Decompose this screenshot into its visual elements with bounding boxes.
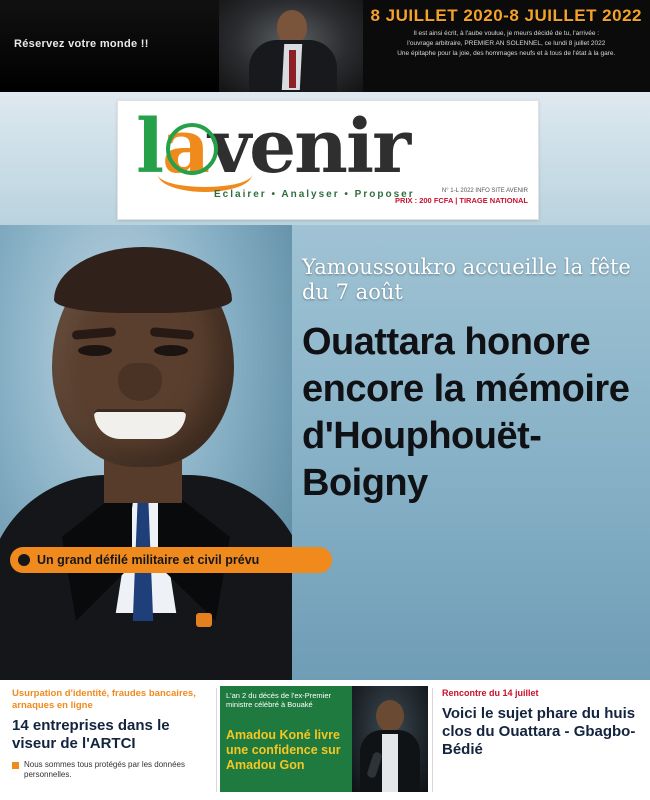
- bottom-story-2-card: [220, 686, 428, 792]
- lead-story-teaser-badge: [10, 547, 332, 573]
- bottom-story-3: [432, 680, 650, 800]
- bottom-story-3-kicker: Rencontre du 14 juillet: [442, 688, 539, 698]
- column-divider: [216, 688, 217, 792]
- bottom-story-2-kicker: L'an 2 du décès de l'ex-Premier ministre célébré à Bouaké: [226, 691, 332, 709]
- bottom-story-2-title: Amadou Koné livre une confidence sur Amadou Gon: [226, 728, 341, 772]
- bottom-story-1-title: 14 entreprises dans le viseur de l'ARTCI: [12, 717, 170, 752]
- logo-letter-l: l: [136, 104, 163, 190]
- photo-head-shape: [277, 10, 307, 44]
- lead-story-portrait: [0, 225, 292, 680]
- anniversary-title: 8 JUILLET 2020-8 JUILLET 2022: [370, 6, 642, 25]
- headline-line: d'Houphouët-Boigny: [302, 415, 542, 504]
- top-banner: [0, 0, 650, 92]
- anniversary-line: l'ouvrage arbitraire, PREMIER AN SOLENNEL, ce lundi 8 juillet 2022: [407, 40, 606, 47]
- bottom-story-2-photo: [352, 686, 428, 792]
- portrait-eye-right: [154, 345, 188, 356]
- top-banner-brand: [0, 0, 219, 92]
- bottom-story-1-sub-text: Nous sommes tous protégés par les données personnelles.: [24, 760, 185, 779]
- top-banner-anniversary: [363, 0, 650, 92]
- bottom-story-1: [0, 680, 216, 800]
- column-divider: [432, 688, 433, 792]
- lead-story-teaser-text: Un grand défilé militaire et civil prévu: [37, 553, 260, 567]
- headline-line: Ouattara honore: [302, 321, 591, 363]
- logo-swoosh-icon: [158, 157, 252, 192]
- logo-letter-a: a: [162, 104, 209, 190]
- masthead-meta: [395, 187, 528, 205]
- top-banner-photo: [219, 0, 363, 92]
- masthead: [117, 100, 539, 220]
- masthead-meta-line2: PRIX : 200 FCFA | TIRAGE NATIONAL: [395, 196, 528, 205]
- portrait-lapel-pin: [196, 613, 212, 627]
- portrait-nose: [118, 363, 162, 401]
- lead-story: [0, 225, 650, 680]
- anniversary-line: Une épitaphe pour la joie, des hommages neufs et à tous de l'état à la gare.: [397, 50, 616, 57]
- logo: [118, 101, 538, 189]
- anniversary-line: Il est ainsi écrit, à l'aube voulue, je meurs décidé de tu, l'arrivée :: [413, 30, 600, 37]
- bottom-stories: [0, 680, 650, 800]
- bottom-story-3-title: Voici le sujet phare du huis clos du Ouattara - Gbagbo-Bédié: [442, 705, 636, 758]
- logo-letters-rest: venir: [208, 104, 410, 190]
- photo-head-shape: [376, 700, 404, 732]
- bottom-story-1-kicker: Usurpation d'identité, fraudes bancaires, arnaques en ligne: [12, 688, 196, 711]
- bottom-story-2: [216, 680, 432, 800]
- lead-story-text: [292, 225, 650, 680]
- square-bullet-icon: [12, 762, 19, 769]
- masthead-meta-line1: N° 1-L 2022 INFO SITE AVENIR: [441, 188, 528, 194]
- bullet-icon: [18, 554, 30, 566]
- portrait-smile: [94, 409, 186, 439]
- masthead-tagline: Eclairer • Analyser • Proposer: [214, 189, 415, 200]
- photo-shirt-shape: [382, 734, 398, 792]
- lead-story-kicker: Yamoussoukro accueille la fête du 7 août: [302, 255, 631, 304]
- anniversary-text: [371, 30, 643, 58]
- lead-story-headline: [302, 319, 632, 507]
- headline-line: encore la mémoire: [302, 368, 630, 410]
- bottom-story-1-subline: [12, 760, 206, 780]
- top-banner-tagline: Réservez votre monde !!: [14, 38, 149, 50]
- photo-tie-shape: [289, 50, 296, 88]
- portrait-eye-left: [78, 345, 112, 356]
